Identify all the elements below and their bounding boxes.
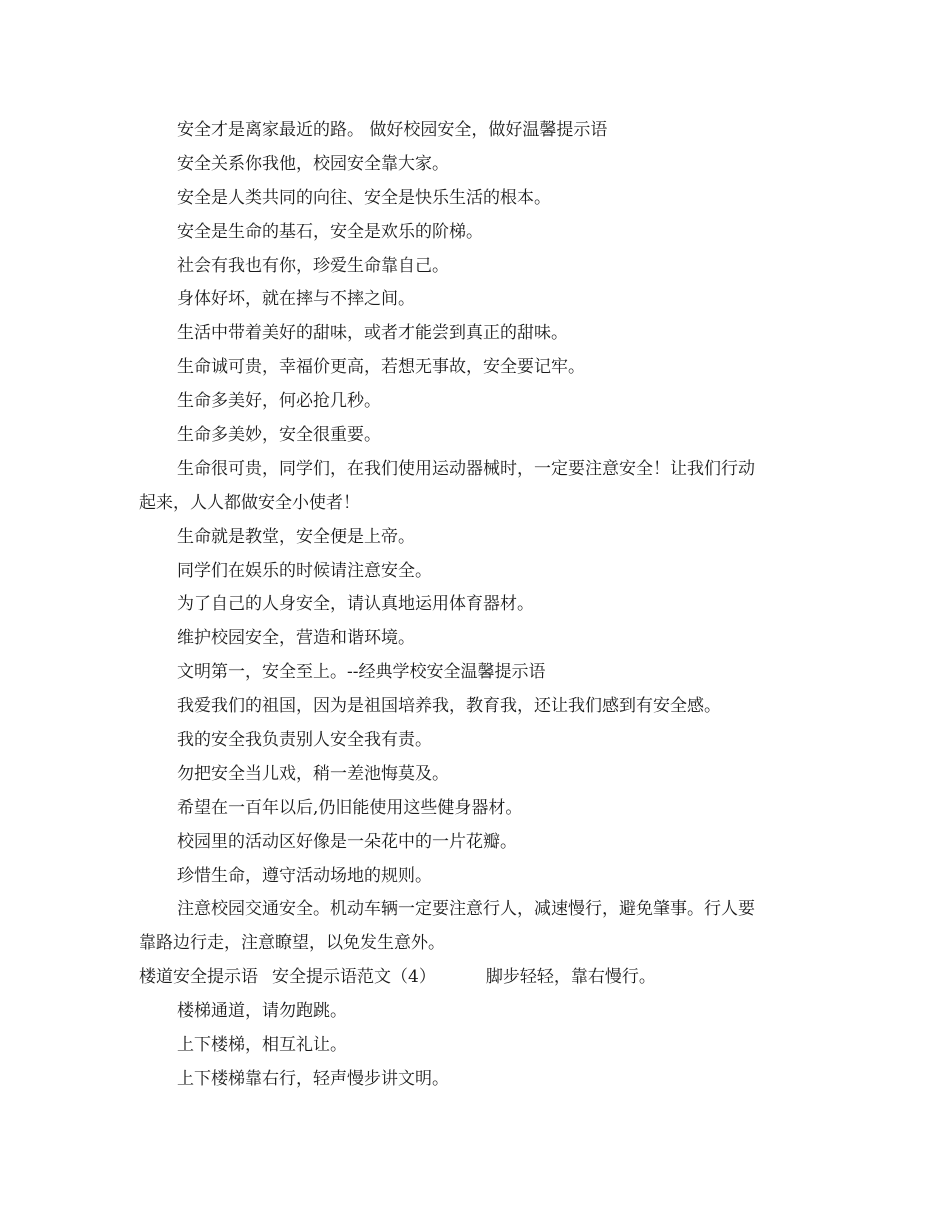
document-body: [139, 114, 815, 1097]
text-line-continuation: 靠路边行走，注意瞭望，以免发生意外。: [139, 933, 445, 954]
section-heading-title: 楼道安全提示语: [139, 967, 258, 988]
text-line: 珍惜生命，遵守活动场地的规则。: [177, 865, 432, 886]
text-line: 注意校园交通安全。机动车辆一定要注意行人，减速慢行，避免肇事。行人要: [177, 899, 755, 920]
text-line: 勿把安全当儿戏，稍一差池悔莫及。: [177, 763, 449, 784]
text-line: 为了自己的人身安全，请认真地运用体育器材。: [177, 594, 534, 615]
text-line: 安全是生命的基石，安全是欢乐的阶梯。: [177, 221, 483, 242]
text-line: 同学们在娱乐的时候请注意安全。: [177, 560, 432, 581]
text-line: 安全是人类共同的向往、安全是快乐生活的根本。: [177, 187, 551, 208]
text-line: 楼梯通道，请勿跑跳。: [177, 1001, 347, 1022]
text-line-continuation: 起来，人人都做安全小使者！: [139, 492, 360, 513]
text-line: 安全才是离家最近的路。 做好校园安全，做好温馨提示语: [177, 120, 608, 140]
section-heading-first-tip: 脚步轻轻，靠右慢行。: [485, 967, 656, 988]
text-line: 校园里的活动区好像是一朵花中的一片花瓣。: [177, 831, 517, 852]
text-line: 生命多美妙，安全很重要。: [177, 425, 381, 446]
text-line: 身体好坏，就在摔与不摔之间。: [177, 289, 415, 310]
text-line: 社会有我也有你，珍爱生命靠自己。: [177, 255, 449, 276]
text-line: 生命很可贵，同学们，在我们使用运动器械时，一定要注意安全！让我们行动: [177, 458, 755, 479]
text-line: 生命诚可贵，幸福价更高，若想无事故，安全要记牢。: [177, 357, 585, 378]
text-line: 生命就是教堂，安全便是上帝。: [177, 526, 415, 547]
section-heading-subtitle: 安全提示语范文（4）: [272, 967, 436, 988]
text-line: 我的安全我负责别人安全我有责。: [177, 730, 432, 751]
text-line: 文明第一，安全至上。--经典学校安全温馨提示语: [177, 662, 546, 683]
text-line: 上下楼梯，相互礼让。: [177, 1035, 347, 1056]
section-heading-line: [139, 961, 815, 995]
text-line: 生命多美好，何必抢几秒。: [177, 391, 381, 412]
text-line: 上下楼梯靠右行，轻声慢步讲文明。: [177, 1068, 449, 1089]
text-line: 维护校园安全，营造和谐环境。: [177, 628, 415, 649]
text-line: 我爱我们的祖国，因为是祖国培养我，教育我，还让我们感到有安全感。: [177, 696, 721, 717]
text-line: 安全关系你我他，校园安全靠大家。: [177, 153, 449, 174]
text-line: 希望在一百年以后,仍旧能使用这些健身器材。: [177, 797, 523, 818]
text-line: 生活中带着美好的甜味，或者才能尝到真正的甜味。: [177, 323, 568, 344]
